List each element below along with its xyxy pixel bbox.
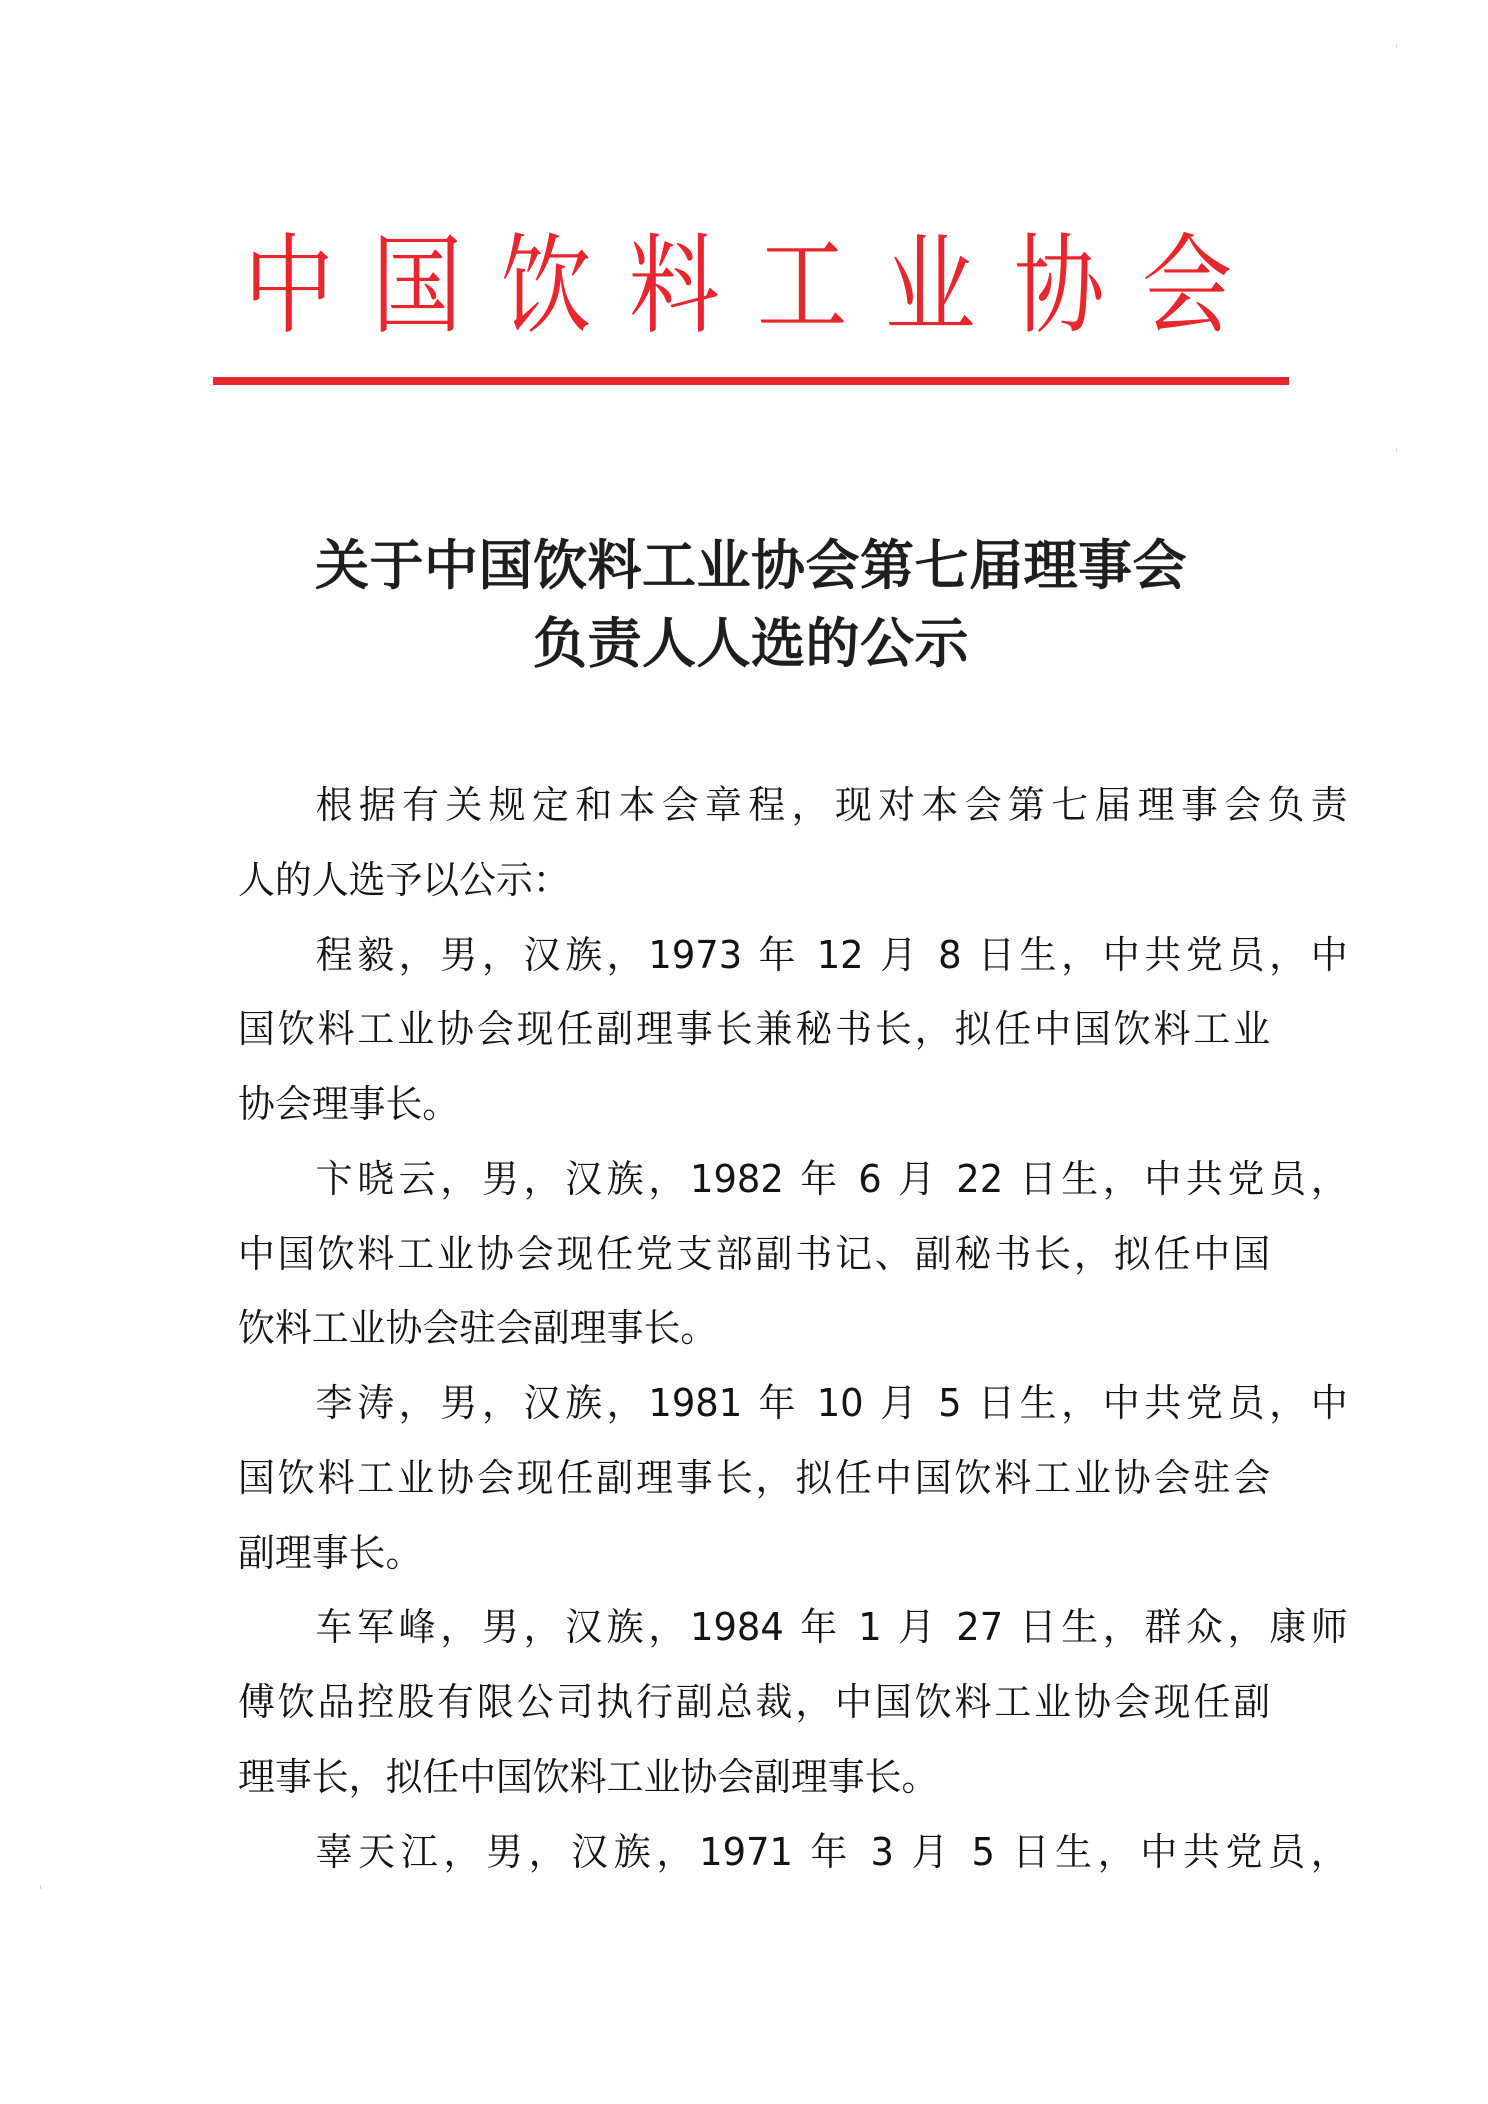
document-title-line-1: 关于中国饮料工业协会第七届理事会 (315, 533, 1187, 597)
letterhead-char: 中 (243, 224, 335, 349)
scan-speck (1396, 44, 1397, 48)
body-line: 理事长，拟任中国饮料工业协会副理事长。 (238, 1754, 939, 1799)
letterhead-char: 工 (756, 224, 848, 349)
body-line: 国饮料工业协会现任副理事长，拟任中国饮料工业协会驻会 (238, 1455, 1271, 1500)
scan-speck (40, 1885, 41, 1889)
letterhead-char: 会 (1141, 224, 1233, 349)
body-line: 国饮料工业协会现任副理事长兼秘书长，拟任中国饮料工业 (238, 1007, 1271, 1052)
body-line: 副理事长。 (238, 1530, 423, 1575)
letterhead-char: 协 (1013, 224, 1105, 349)
body-line: 辜天江，男，汉族，1971 年 3 月 5 日生，中共党员， (315, 1829, 1348, 1874)
document-body (238, 768, 1348, 1889)
body-line: 李涛，男，汉族，1981 年 10 月 5 日生，中共党员，中 (315, 1381, 1348, 1425)
body-line: 卞晓云，男，汉族，1982 年 6 月 22 日生，中共党员， (315, 1156, 1348, 1201)
body-line: 车军峰，男，汉族，1984 年 1 月 27 日生，群众，康师 (315, 1605, 1348, 1650)
body-line: 中国饮料工业协会现任党支部副书记、副秘书长，拟任中国 (238, 1231, 1271, 1276)
letterhead-char: 料 (628, 224, 720, 349)
body-line: 协会理事长。 (238, 1082, 460, 1126)
body-line: 饮料工业协会驻会副理事长。 (238, 1306, 718, 1351)
letterhead-char: 国 (372, 224, 463, 349)
document-title-line-2: 负责人人选的公示 (533, 611, 969, 675)
letterhead-red-divider (213, 377, 1289, 385)
body-line: 人的人选予以公示： (238, 857, 570, 902)
scan-speck (1396, 448, 1397, 452)
body-line: 根据有关规定和本会章程，现对本会第七届理事会负责 (315, 783, 1348, 827)
letterhead-char: 业 (885, 224, 976, 349)
letterhead-char: 饮 (500, 224, 592, 349)
body-line: 傅饮品控股有限公司执行副总裁，中国饮料工业协会现任副 (238, 1680, 1271, 1724)
body-line: 程毅，男，汉族，1973 年 12 月 8 日生，中共党员，中 (315, 932, 1348, 977)
letterhead-organization-name (225, 222, 1251, 352)
